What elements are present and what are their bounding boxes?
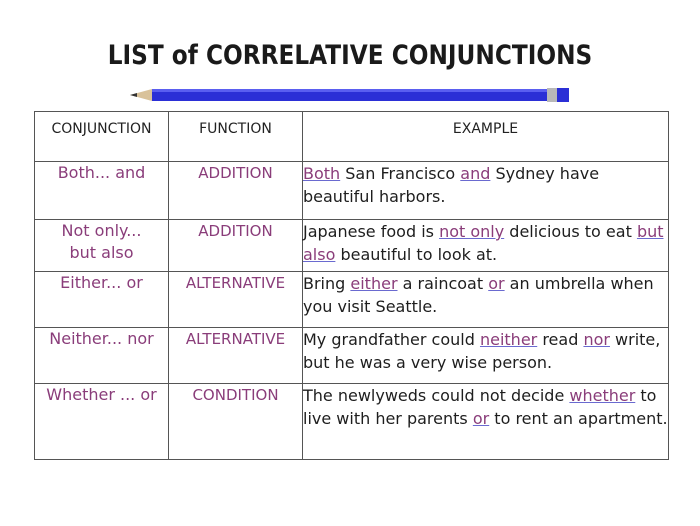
highlighted-conjunction: neither [479,330,538,349]
highlighted-conjunction: or [488,274,505,293]
highlighted-conjunction: nor [583,330,610,349]
conjunction-text: Both... and [57,163,146,182]
highlighted-conjunction: either [350,274,398,293]
header-function: FUNCTION [169,112,303,162]
example-text: an umbrella when you visit Seattle. [303,274,654,316]
example-text: Japanese food is [303,222,440,241]
conjunction-text-line2: but also [69,243,134,262]
example-text: San Francisco [340,164,461,183]
example-cell [303,220,669,272]
table-row [35,220,669,272]
pencil-icon [130,88,570,102]
page-title: LIST of CORRELATIVE CONJUNCTIONS [107,40,593,71]
example-text: Sydney have beautiful harbors. [303,164,600,206]
conjunction-text: Whether ... or [46,385,157,404]
example-cell [303,272,669,328]
example-text: Bring [303,274,351,293]
conjunction-text: Neither... nor [49,329,154,348]
function-cell: ADDITION [169,162,303,220]
example-text: to live with her parents [303,386,657,428]
conjunction-cell [35,162,169,220]
header-example: EXAMPLE [303,112,669,162]
table-row [35,328,669,384]
highlighted-conjunction: not only [439,222,505,241]
example-text: My grandfather could [303,330,480,349]
example-text: write, but he was a very wise person. [303,330,661,372]
highlighted-conjunction: Both [303,164,341,183]
function-cell: ADDITION [169,220,303,272]
conjunction-cell [35,328,169,384]
table-header-row [35,112,669,162]
example-text: delicious to eat [504,222,637,241]
table-row [35,384,669,460]
example-text: to rent an apartment. [489,409,668,428]
highlighted-conjunction: but also [303,222,664,264]
example-cell [303,384,669,460]
conjunction-text: Either... or [60,273,143,292]
header-conjunction: CONJUNCTION [35,112,169,162]
example-cell [303,162,669,220]
table-row [35,272,669,328]
conjunction-cell [35,220,169,272]
highlighted-conjunction: and [460,164,491,183]
conjunction-cell [35,384,169,460]
table-row [35,162,669,220]
example-text: beautiful to look at. [335,245,498,264]
example-text: read [537,330,584,349]
highlighted-conjunction: or [472,409,490,428]
conjunction-text: Not only... [61,221,142,240]
conjunctions-table [34,111,669,460]
function-cell: ALTERNATIVE [169,272,303,328]
highlighted-conjunction: whether [569,386,636,405]
example-cell [303,328,669,384]
example-text: a raincoat [397,274,489,293]
function-cell: CONDITION [169,384,303,460]
function-cell: ALTERNATIVE [169,328,303,384]
example-text: The newlyweds could not decide [303,386,570,405]
conjunction-cell [35,272,169,328]
